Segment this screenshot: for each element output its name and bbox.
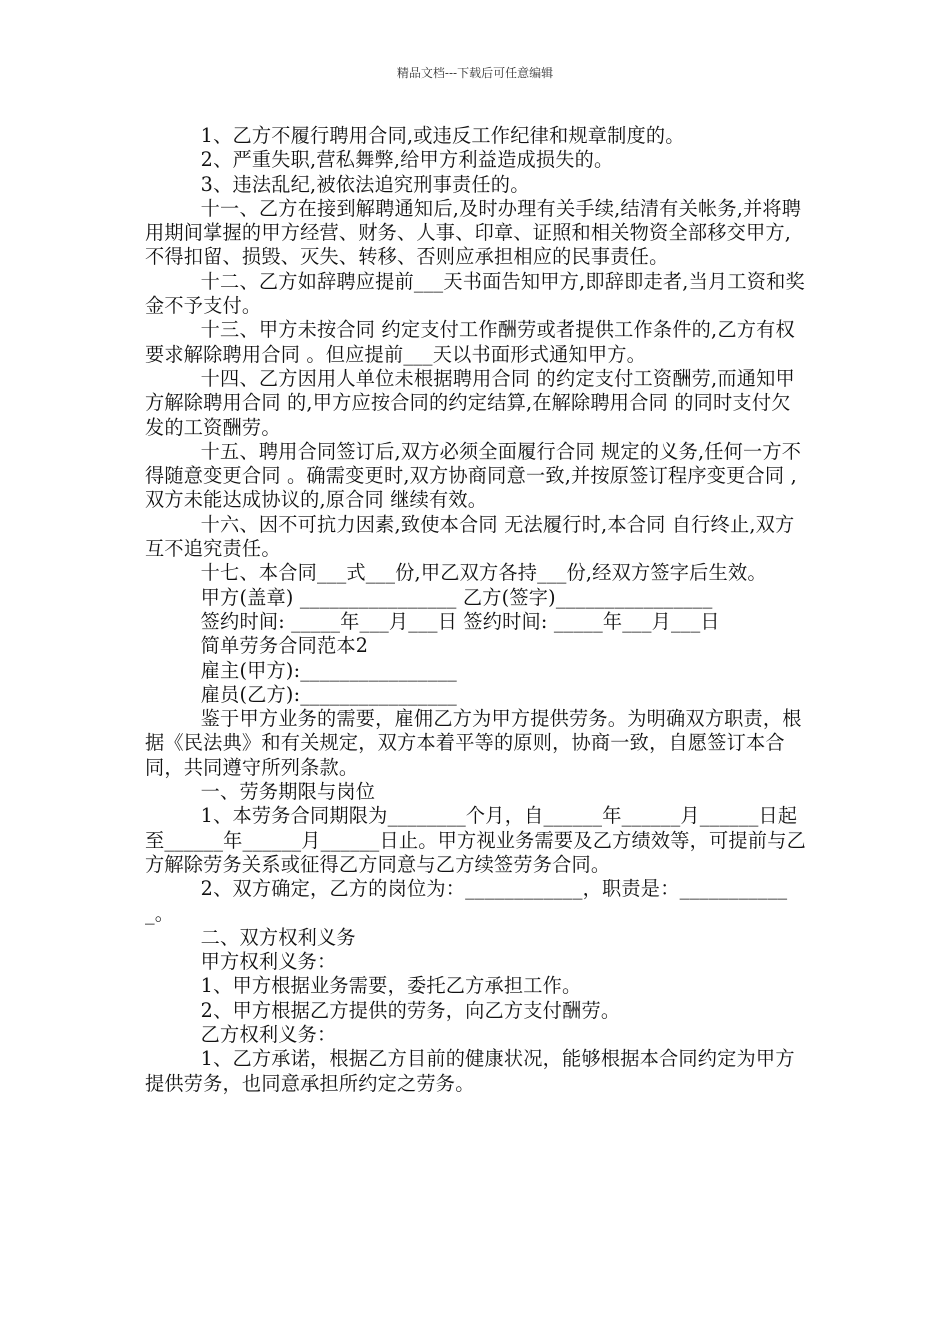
- party-b-rights-heading: 乙方权利义务：: [200, 1022, 337, 1046]
- section-heading-2: 二、双方权利义务: [200, 925, 356, 949]
- clause-1: 1、乙方不履行聘用合同,或违反工作纪律和规章制度的。: [200, 124, 685, 147]
- party-a-right-1: 1、甲方根据业务需要，委托乙方承担工作。: [200, 974, 582, 998]
- term-clause: 1、本劳务合同期限为________个月，自______年______月______日起至______年______月______日止。甲方视业务需要及乙方绩效等，可提前与乙方解除劳务关系或征得乙方同意与乙方续签劳务合同。: [145, 804, 806, 876]
- preamble: 鉴于甲方业务的需要，雇佣乙方为甲方提供劳务。为明确双方职责，根据《民法典》和有关规定，双方本着平等的原则，协商一致，自愿签订本合同，共同遵守所列条款。: [145, 707, 802, 779]
- article-15: 十五、聘用合同签订后,双方必须全面履行合同 规定的义务,任何一方不得随意变更合同 。确需变更时,双方协商同意一致,并按原签订程序变更合同 ,双方未能达成协议的,原合同 继续有效。: [145, 439, 802, 512]
- article-13: 十三、甲方未按合同 约定支付工作酬劳或者提供工作条件的,乙方有权要求解除聘用合同 。但应提前___天以书面形式通知甲方。: [145, 318, 795, 366]
- article-12: 十二、乙方如辞聘应提前___天书面告知甲方,即辞即走者,当月工资和奖金不予支付。: [145, 269, 805, 318]
- position-clause: 2、双方确定，乙方的岗位为：____________，职责是：____________。: [145, 877, 788, 925]
- party-a-right-2: 2、甲方根据乙方提供的劳务，向乙方支付酬劳。: [200, 998, 621, 1022]
- party-b-right-1: 1、乙方承诺，根据乙方目前的健康状况，能够根据本合同约定为甲方提供劳务，也同意承担所约定之劳务。: [145, 1047, 795, 1095]
- article-14: 十四、乙方因用人单位未根据聘用合同 的约定支付工资酬劳,而通知甲方解除聘用合同 的,甲方应按合同的约定结算,在解除聘用合同 的同时支付欠发的工资酬劳。: [145, 366, 795, 439]
- page-header: 精品文档---下载后可任意编辑: [396, 66, 554, 80]
- employer-line: 雇主(甲方):________________: [200, 658, 457, 682]
- clause-2: 2、严重失职,营私舞弊,给甲方利益造成损失的。: [200, 148, 614, 172]
- article-11: 十一、乙方在接到解聘通知后,及时办理有关手续,结清有关帐务,并将聘用期间掌握的甲方经营、财务、人事、印章、证照和相关物资全部移交甲方,不得扣留、损毁、灭失、转移、否则应承担相应的民事责任。: [145, 196, 802, 269]
- party-a-rights-heading: 甲方权利义务：: [200, 950, 337, 974]
- clause-3: 3、违法乱纪,被依法追究刑事责任的。: [200, 172, 530, 196]
- section-heading-1: 一、劳务期限与岗位: [200, 780, 376, 804]
- document-body: [145, 124, 809, 1096]
- employee-line: 雇员(乙方):________________: [200, 682, 457, 706]
- contract-title-2: 简单劳务合同范本2: [200, 634, 369, 658]
- signing-date-line: 签约时间: _____年___月___日 签约时间: _____年___月___日: [200, 609, 720, 633]
- article-17: 十七、本合同___式___份,甲乙双方各持___份,经双方签字后生效。: [200, 561, 767, 585]
- signature-line: 甲方(盖章) ________________ 乙方(签字)________________: [200, 585, 713, 609]
- article-16: 十六、因不可抗力因素,致使本合同 无法履行时,本合同 自行终止,双方互不追究责任。: [145, 512, 795, 561]
